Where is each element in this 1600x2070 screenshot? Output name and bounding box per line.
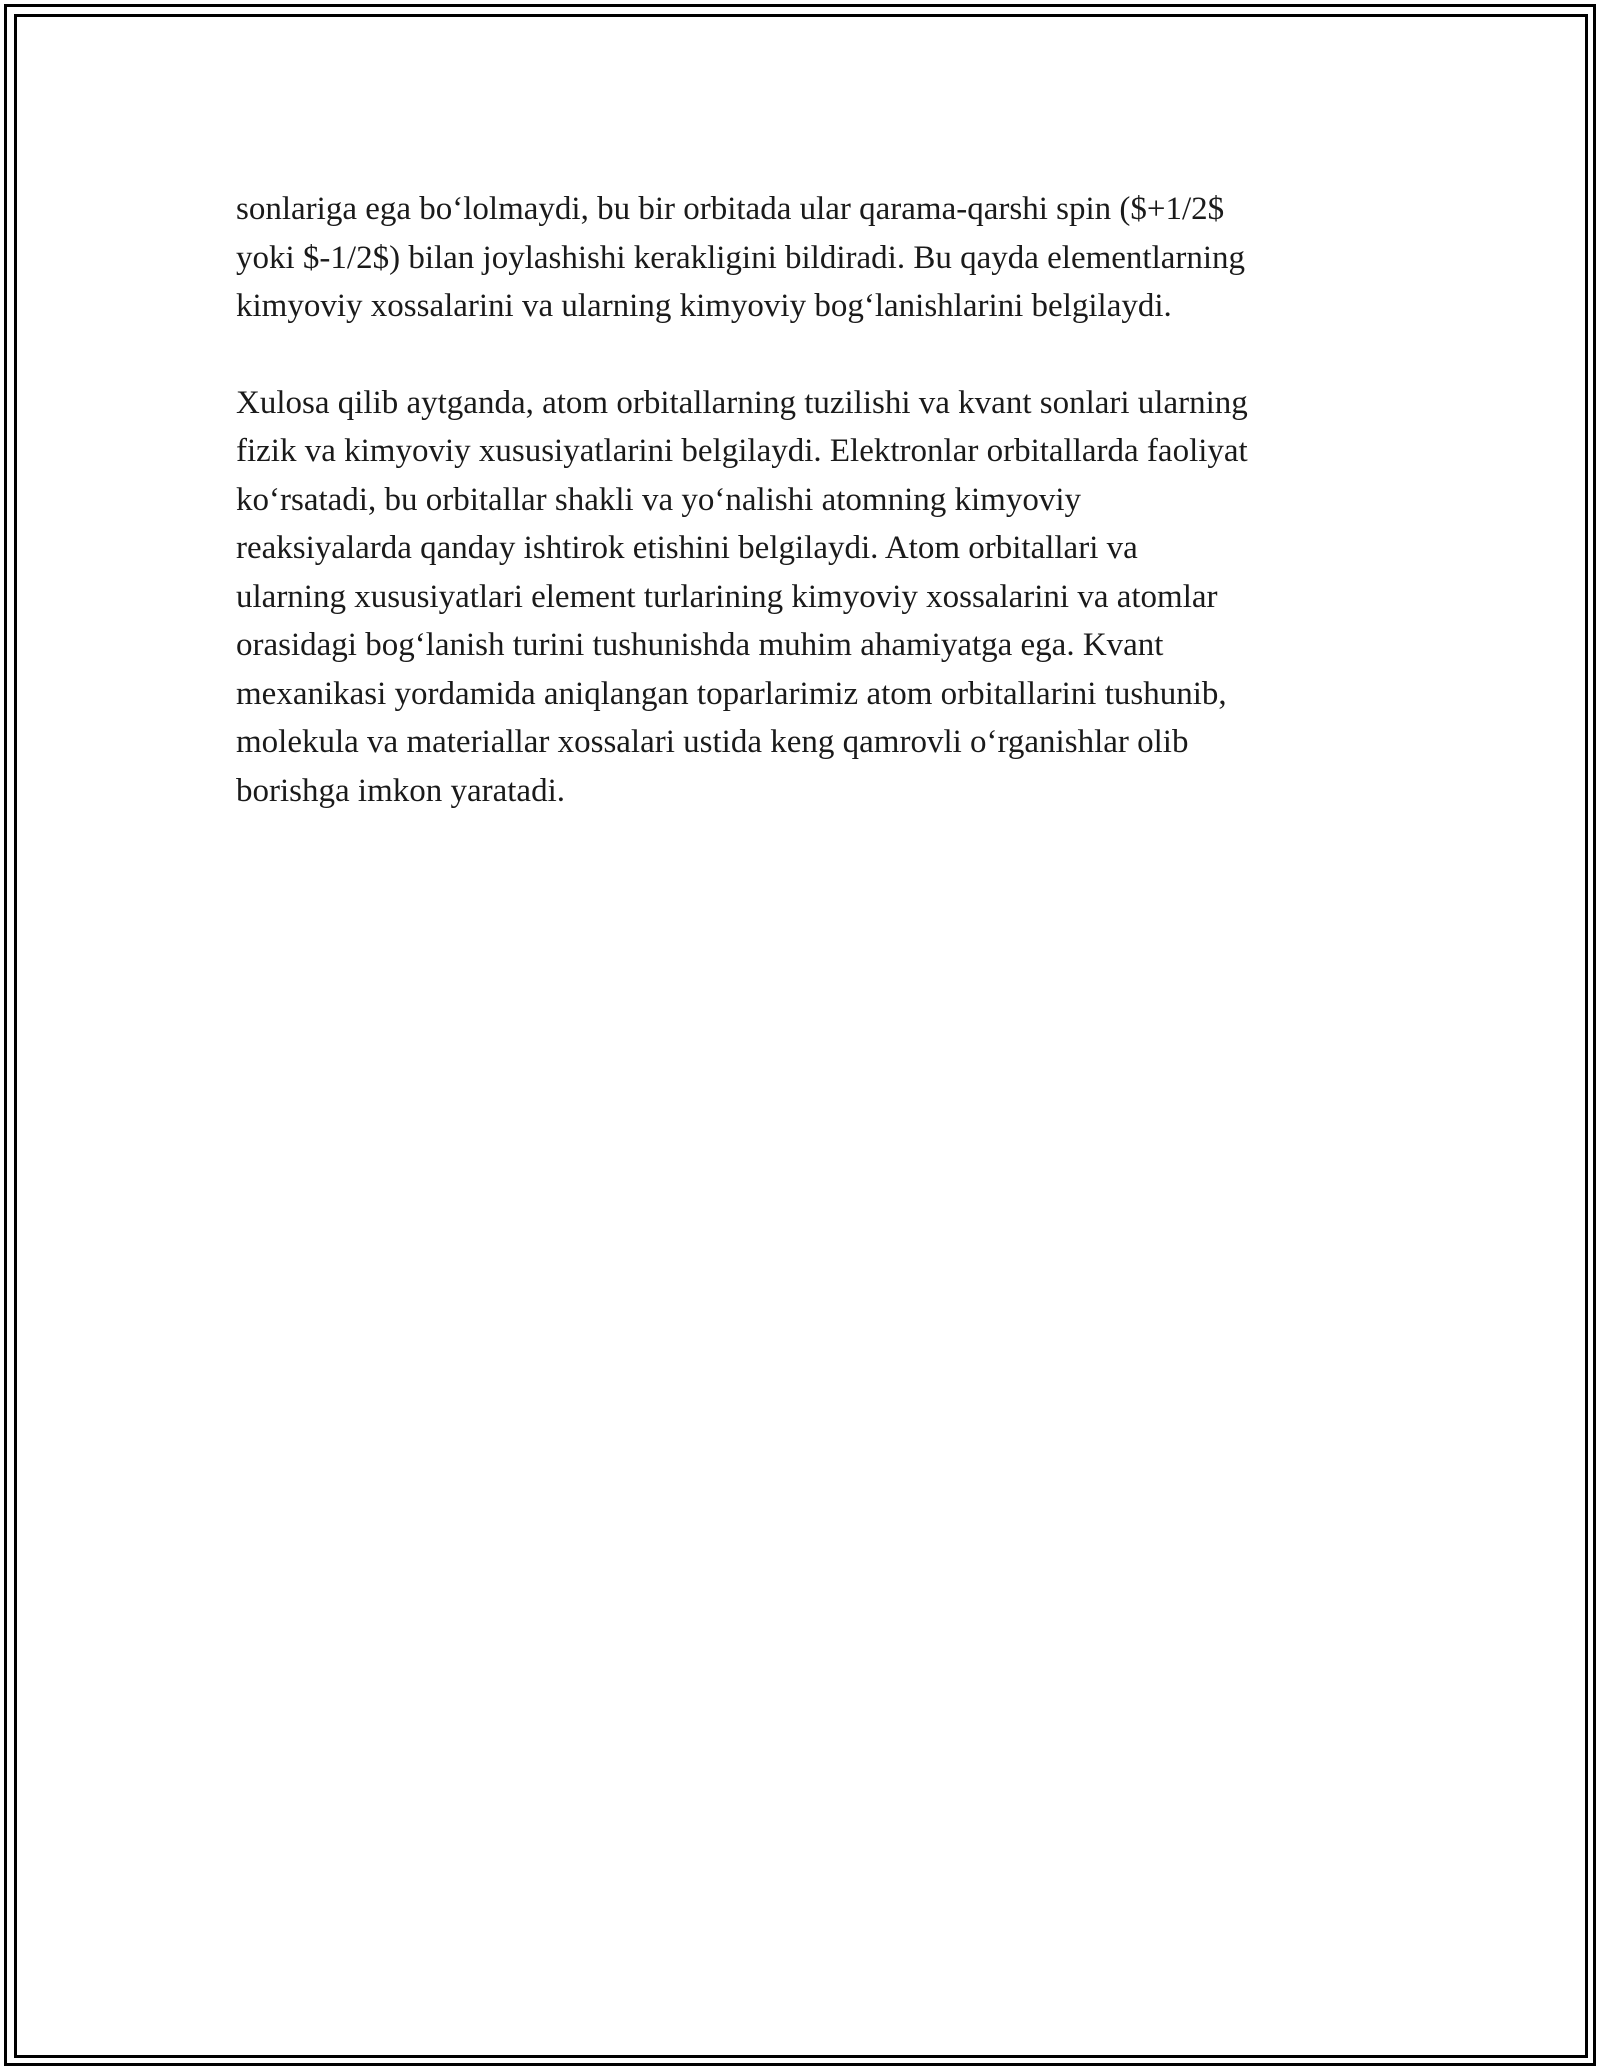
text-line: molekula va materiallar xossalari ustida keng qamrovli o‘rganishlar olib [236, 724, 1189, 760]
text-line: kimyoviy xossalarini va ularning kimyoviy bog‘lanishlarini belgilaydi. [236, 288, 1172, 324]
text-line: sonlariga ega bo‘lolmaydi, bu bir orbitada ular qarama-qarshi spin ($+1/2$ [236, 191, 1225, 227]
text-line: mexanikasi yordamida aniqlangan toparlarimiz atom orbitallarini tushunib, [236, 675, 1227, 712]
text-line: Xulosa qilib aytganda, atom orbitallarning tuzilishi va kvant sonlari ularning [236, 384, 1248, 421]
document-body [236, 185, 1366, 863]
text-line: orasidagi bog‘lanish turini tushunishda muhim ahamiyatga ega. Kvant [236, 627, 1164, 663]
paragraph-2 [236, 379, 1366, 816]
text-line: reaksiyalarda qanday ishtirok etishini belgilaydi. Atom orbitallari va [236, 530, 1138, 566]
text-line: ularning xususiyatlari element turlarining kimyoviy xossalarini va atomlar [236, 578, 1218, 615]
text-line: ko‘rsatadi, bu orbitallar shakli va yo‘nalishi atomning kimyoviy [236, 481, 1082, 518]
text-line: yoki $-1/2$) bilan joylashishi kerakligini bildiradi. Bu qayda elementlarning [236, 239, 1246, 276]
paragraph-1 [236, 185, 1366, 331]
text-line: borishga imkon yaratadi. [236, 772, 566, 809]
text-line: fizik va kimyoviy xususiyatlarini belgilaydi. Elektronlar orbitallarda faoliyat [236, 433, 1248, 469]
